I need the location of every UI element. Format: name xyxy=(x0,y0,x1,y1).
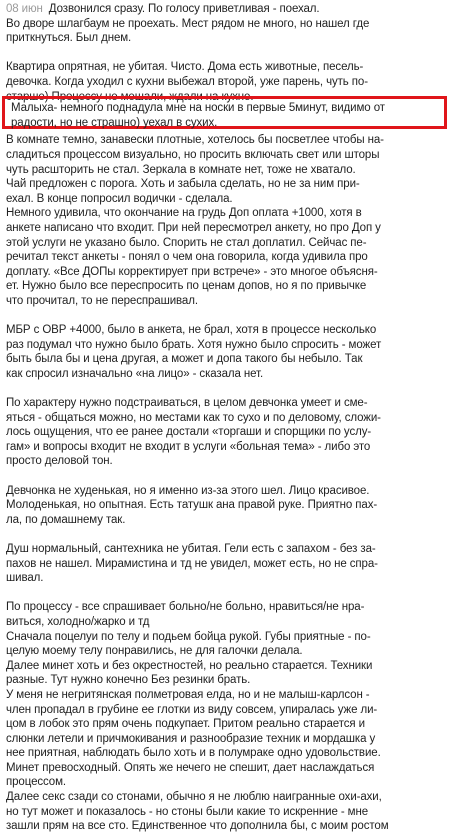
post-first-line: Дозвонился сразу. По голосу приветливая - поехал. xyxy=(48,3,320,15)
post-date: 08 июн xyxy=(6,3,43,15)
post-header-line xyxy=(6,2,449,17)
highlighted-text: Малыха- немного поднадула мне на носки в первые 5минут, видимо от радости, но не страшно) уехал в сухих. xyxy=(11,102,385,129)
post-body-text: Во дворе шлагбаум не проехать. Мест рядом не много, но нашел где приткнуться. Был днем. Квартира опрятная, не убитая. Чисто. Дома есть животные, песель- девочка. Когда уходил с кухни выбежал второй, уже парень, чуть по- старше) Процессу не мешали, ждали на кухне. В комнате темно, занавески плотные, хотелось бы посветлее чтобы на- сладиться процессом визуально, но просить включать свет или шторы чуть расшторить не стал. Зеркала в комнате нет, тоже не хватало. Чай предложен с порога. Хоть и забыла сделать, но не за ним при- ехал. В конце попросил водички - сделала. Немного удивила, что окончание на грудь Доп оплата +1000, хотя в анкете написано что входит. При ней пересмотрел анкету, но про Доп у этой услуги не указано было. Спорить не стал доплатил. Сейчас пе- речитал текст анкеты - понял о чем она говорила, когда удивила про доплату. «Все ДОПы корректирует при встрече» - это многое объясня- ет. Нужно было все переспросить по ценам допов, но я по привычке что прочитал, то не переспрашивал. МБР с ОВР +4000, было в анкета, не брал, хотя в процессе несколько раз подумал что нужно было брать. Хотя нужно было спросить - может быть была бы и цена другая, а может и допа такого бы небыло. Так как спросил изначально «на лицо» - сказала нет. По характеру нужно подстраиваться, в целом девчонка умеет и сме- яться - общаться можно, но местами как то сухо и по деловому, сложи- лось ощущения, что ее ранее достали «торгаши и спорщики по услу- гам» и вопросы входит не входит в услуги «больная тема» - либо это просто деловой тон. Девчонка не худенькая, но я именно из-за этого шел. Лицо красивое. Молоденькая, но опытная. Есть татушк ана правой руке. Приятно пах- ла, по домашнему так. Душ нормальный, сантехника не убитая. Гели есть с запахом - без за- пахов не нашел. Мирамистина и тд не увидел, может есть, но не спра- шивал. По процессу - все спрашивает больно/не больно, нравиться/не нра- виться, холодно/жарко и тд Сначала поцелуи по телу и подьем бойца рукой. Губы приятные - по- целую моему телу понравились, не для галочки делала. Далее минет хоть и без окрестностей, но реально старается. Техники разные. Тут нужно конечно Без резинки брать. У меня не негритянская полметровая елда, но и не малыш-карлсон - член пропадал в грубине ее глотки из виду совсем, упиралась уже ли- цом в лобок это прям очень подкупает. Притом реально старается и слюнки летели и причмокивания и разнообразие техник и мордашка у нее приятная, наблюдать было хоть и в полумраке одно удовольствие. Минет превосходный. Опять же нечего не спешит, дает наслаждаться процессом. Далее секс сзади со стонами, обычно я не люблю наигранные охи-ахи, но тут может и показалось - но стоны были какие то искренние - мне зашли прям на все сто. Единственное что дополнила бы, с моим ростом xyxy=(6,17,389,833)
highlight-box xyxy=(2,96,447,129)
